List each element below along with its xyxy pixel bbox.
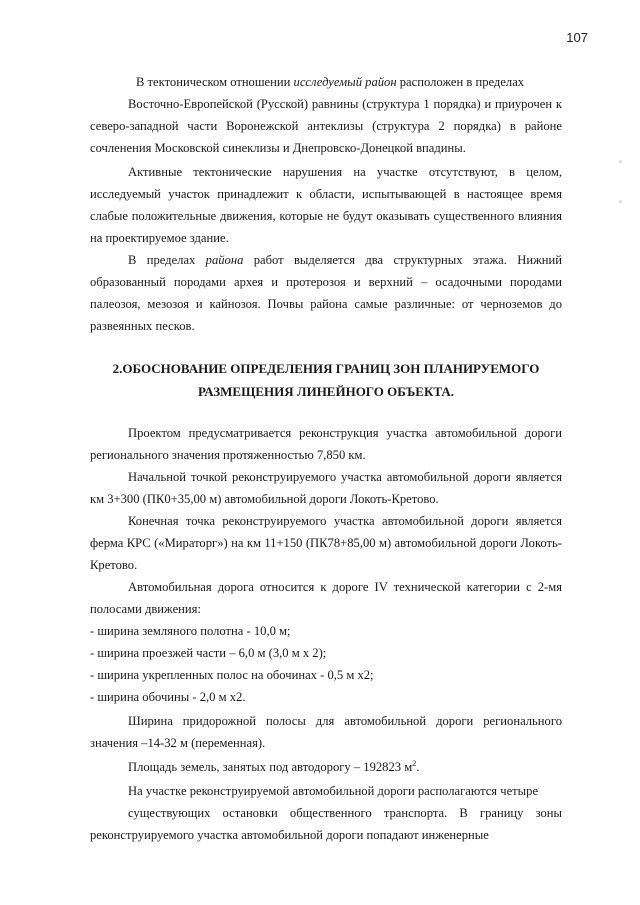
paragraph-road-category: Автомобильная дорога относится к дороге IV технической категории с 2-мя полосами движения: xyxy=(90,580,562,616)
list-item: - ширина земляного полотна - 10,0 м; xyxy=(90,624,291,638)
section-heading-line: 2.ОБОСНОВАНИЕ ОПРЕДЕЛЕНИЯ ГРАНИЦ ЗОН ПЛАНИРУЕМОГО xyxy=(112,361,540,376)
paragraph-engineering-networks: существующих остановки общественного транспорта. В границу зоны реконструируемого участка автомобильной дороги попадают инженерные xyxy=(90,806,562,842)
paragraph-tectonic-intro xyxy=(90,71,562,93)
page-number: 107 xyxy=(566,30,588,45)
paragraph-structural-floors xyxy=(90,249,562,337)
scan-speck xyxy=(619,200,622,203)
paragraph-project-scope: Проектом предусматривается реконструкция участка автомобильной дороги регионального значения протяженностью 7,850 км. xyxy=(90,426,562,462)
text-run: . xyxy=(416,760,420,774)
paragraph-land-area xyxy=(90,756,562,778)
superscript: 2 xyxy=(412,758,417,768)
text-run: Площадь земель, занятых под автодорогу – 192823 м xyxy=(128,760,413,774)
paragraph-tectonic-activity: Активные тектонические нарушения на участке отсутствуют, в целом, исследуемый участок принадлежит к области, испытывающей в настоящее время слабые положительные движения, которые не будут оказывать существенного влияния на проектируемое здание. xyxy=(90,165,562,245)
text-run: работ выделяется два структурных этажа. Нижний образованный породами архея и протерозоя и верхний – осадочными породами палеозоя, мезозоя и кайнозоя. Почвы района самые различные: от черноземов до развеянных песков. xyxy=(90,253,562,333)
text-run: В пределах xyxy=(128,253,206,267)
section-heading-line: РАЗМЕЩЕНИЯ ЛИНЕЙНОГО ОБЪЕКТА. xyxy=(197,384,455,399)
emphasis-text: района xyxy=(205,253,244,267)
text-run: расположен в пределах xyxy=(396,75,525,89)
document-body xyxy=(90,71,562,846)
paragraph-end-point: Конечная точка реконструируемого участка автомобильной дороги является ферма КРС («Мираторг») на км 11+150 (ПК78+85,00 м) автомобильной дороги Локоть-Кретово. xyxy=(90,514,562,572)
list-item: - ширина укрепленных полос на обочинах - 0,5 м х2; xyxy=(90,668,374,682)
paragraph-tectonic-structure: Восточно-Европейской (Русской) равнины (структура 1 порядка) и приурочен к северо-западной части Воронежской антеклизы (структура 2 порядка) в районе сочленения Московской синеклизы и Днепровско-Донецкой впадины. xyxy=(90,97,562,155)
text-run: В тектоническом отношении xyxy=(136,75,294,89)
paragraph-start-point: Начальной точкой реконструируемого участка автомобильной дороги является км 3+300 (ПК0+35,00 м) автомобильной дороги Локоть-Кретово. xyxy=(90,470,562,506)
paragraph-bus-stops: На участке реконструируемой автомобильной дороги располагаются четыре xyxy=(128,784,539,798)
list-item: - ширина проезжей части – 6,0 м (3,0 м х 2); xyxy=(90,646,327,660)
list-item: - ширина обочины - 2,0 м х2. xyxy=(90,690,246,704)
emphasis-text: исследуемый район xyxy=(293,75,397,89)
paragraph-roadside-width: Ширина придорожной полосы для автомобильной дороги регионального значения –14-32 м (переменная). xyxy=(90,714,562,750)
scan-speck xyxy=(619,160,622,163)
section-heading xyxy=(90,357,562,403)
